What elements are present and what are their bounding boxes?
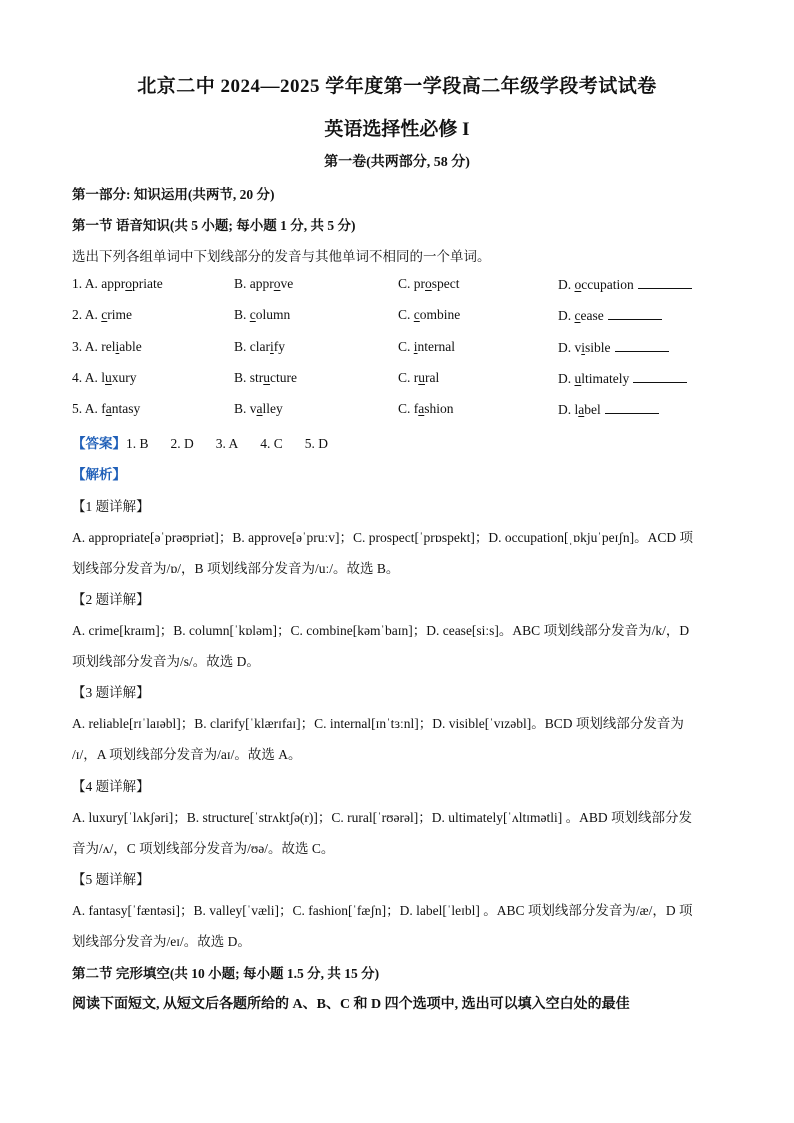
option-c bbox=[398, 370, 439, 386]
underlined-letter: i bbox=[270, 339, 274, 354]
underlined-letter: c bbox=[574, 308, 581, 323]
question-number: 5. bbox=[72, 401, 85, 416]
detail-text-line: /ɪ/，A 项划线部分发音为/aɪ/。故选 A。 bbox=[72, 747, 302, 762]
option-a bbox=[72, 401, 140, 417]
answer-blank[interactable] bbox=[638, 276, 692, 289]
option-text: B. clar bbox=[234, 339, 270, 354]
question-number: 4. bbox=[72, 370, 85, 385]
underlined-letter: a bbox=[578, 402, 585, 417]
detail-text-line: 划线部分发音为/eɪ/。故选 D。 bbox=[72, 934, 251, 949]
answer-blank[interactable] bbox=[605, 401, 659, 414]
option-text: olumn bbox=[255, 307, 291, 322]
option-text: priate bbox=[132, 276, 163, 291]
underlined-letter: c bbox=[249, 307, 256, 322]
option-d bbox=[558, 370, 687, 387]
answer-item: 2. D bbox=[170, 436, 194, 451]
option-text: ltimately bbox=[581, 371, 630, 386]
option-text: able bbox=[119, 339, 142, 354]
underlined-letter: u bbox=[263, 370, 271, 385]
option-text: ease bbox=[580, 308, 604, 323]
option-text: bel bbox=[584, 402, 601, 417]
option-a bbox=[72, 307, 132, 323]
option-b bbox=[234, 339, 285, 355]
option-text: ntasy bbox=[111, 401, 141, 416]
option-text: A. appr bbox=[84, 276, 126, 291]
section2-title: 第二节 完形填空(共 10 小题; 每小题 1.5 分, 共 15 分) bbox=[72, 966, 380, 981]
option-text: A. rel bbox=[84, 339, 116, 354]
option-d bbox=[558, 401, 659, 418]
answer-blank[interactable] bbox=[615, 339, 669, 352]
underlined-letter: o bbox=[273, 276, 281, 291]
underlined-letter: u bbox=[105, 370, 112, 385]
option-text: C. f bbox=[398, 401, 419, 416]
answer-item: 4. C bbox=[260, 436, 283, 451]
option-text: C. bbox=[398, 339, 414, 354]
underlined-letter: c bbox=[413, 307, 420, 322]
answer-line bbox=[72, 432, 350, 452]
detail-heading: 【2 题详解】 bbox=[72, 592, 150, 607]
answer-item: 5. D bbox=[304, 436, 329, 451]
option-text: spect bbox=[431, 276, 460, 291]
underlined-letter: i bbox=[115, 339, 120, 354]
option-text: C. pr bbox=[398, 276, 425, 291]
option-text: A. l bbox=[84, 370, 106, 385]
underlined-letter: a bbox=[418, 401, 425, 416]
option-text: A. bbox=[84, 307, 102, 322]
answer-items bbox=[126, 436, 350, 451]
option-d bbox=[558, 276, 692, 293]
option-text: fy bbox=[273, 339, 286, 354]
option-a bbox=[72, 339, 142, 355]
option-text: D. bbox=[558, 371, 575, 386]
option-text: B. str bbox=[234, 370, 264, 385]
detail-text-line: A. fantasy[ˈfæntəsi]；B. valley[ˈvæli]；C. fashion[ˈfæʃn]；D. label[ˈleɪbl] 。ABC 项划线部分发音为/æ/，D 项 bbox=[72, 903, 693, 918]
option-text: xury bbox=[111, 370, 137, 385]
option-text: D. l bbox=[558, 402, 579, 417]
section1-title: 第一部分: 知识运用(共两节, 20 分) bbox=[72, 187, 275, 202]
option-c bbox=[398, 307, 460, 323]
option-text: rime bbox=[107, 307, 133, 322]
question-number: 2. bbox=[72, 307, 85, 322]
answer-blank[interactable] bbox=[608, 307, 662, 320]
option-text: cture bbox=[270, 370, 297, 385]
detail-text-line: 划线部分发音为/ɒ/，B 项划线部分发音为/uː/。故选 B。 bbox=[72, 561, 400, 576]
underlined-letter: u bbox=[418, 370, 425, 385]
underlined-letter: u bbox=[574, 371, 582, 386]
detail-text-line: 项划线部分发音为/s/。故选 D。 bbox=[72, 654, 260, 669]
option-b bbox=[234, 276, 293, 292]
option-d bbox=[558, 339, 669, 356]
option-text: ombine bbox=[419, 307, 461, 322]
answer-blank[interactable] bbox=[633, 370, 687, 383]
answer-item: 1. B bbox=[126, 436, 149, 451]
option-c bbox=[398, 276, 460, 292]
option-c bbox=[398, 339, 455, 355]
option-text: shion bbox=[424, 401, 454, 416]
detail-heading: 【3 题详解】 bbox=[72, 685, 150, 700]
exam-subtitle: 英语选择性必修 I bbox=[324, 119, 470, 140]
option-text: C. bbox=[398, 307, 414, 322]
option-d bbox=[558, 307, 662, 324]
question-number: 3. bbox=[72, 339, 85, 354]
option-text: C. r bbox=[398, 370, 419, 385]
detail-text-line: A. appropriate[əˈprəʊpriət]；B. approve[əˈpruːv]；C. prospect[ˈprɒspekt]；D. occupation[ˌɒkjuˈpeɪʃn]。ACD 项 bbox=[72, 530, 693, 545]
detail-heading: 【4 题详解】 bbox=[72, 779, 150, 794]
answer-label: 【答案】 bbox=[72, 436, 126, 451]
option-b bbox=[234, 307, 290, 323]
option-text: sible bbox=[585, 340, 611, 355]
detail-text-line: 音为/ʌ/，C 项划线部分发音为/ʊə/。故选 C。 bbox=[72, 841, 335, 856]
option-text: lley bbox=[262, 401, 283, 416]
section2-instruction: 阅读下面短文, 从短文后各题所给的 A、B、C 和 D 四个选项中, 选出可以填入空白处的最佳 bbox=[72, 997, 630, 1012]
underlined-letter: o bbox=[425, 276, 432, 291]
question-row bbox=[72, 370, 732, 390]
option-b bbox=[234, 370, 297, 386]
answer-item: 3. A bbox=[215, 436, 239, 451]
underlined-letter: i bbox=[413, 339, 418, 354]
question-row bbox=[72, 307, 732, 327]
analysis-label bbox=[72, 463, 126, 483]
detail-heading: 【5 题详解】 bbox=[72, 872, 150, 887]
underlined-letter: i bbox=[581, 340, 586, 355]
underlined-letter: a bbox=[256, 401, 263, 416]
option-text: B. bbox=[234, 307, 250, 322]
option-c bbox=[398, 401, 454, 417]
option-text: ral bbox=[425, 370, 440, 385]
option-text: D. v bbox=[558, 340, 582, 355]
question-row bbox=[72, 339, 732, 359]
section1-subtitle: 第一节 语音知识(共 5 小题; 每小题 1 分, 共 5 分) bbox=[72, 218, 356, 233]
analysis-label-text: 【解析】 bbox=[72, 467, 126, 482]
option-text: B. v bbox=[234, 401, 257, 416]
detail-text-line: A. crime[kraɪm]；B. column[ˈkɒləm]；C. combine[kəmˈbaɪn]；D. cease[siːs]。ABC 项划线部分发音为/k/，D bbox=[72, 623, 690, 638]
underlined-letter: c bbox=[101, 307, 108, 322]
detail-text-line: A. reliable[rɪˈlaɪəbl]；B. clarify[ˈklærɪfaɪ]；C. internal[ɪnˈtɜːnl]；D. visible[ˈvɪzəbl]。BCD 项划线部分发音为 bbox=[72, 716, 684, 731]
option-text: ccupation bbox=[581, 277, 634, 292]
question-row bbox=[72, 401, 732, 421]
option-text: D. bbox=[558, 277, 575, 292]
option-text: B. appr bbox=[234, 276, 274, 291]
exam-title: 北京二中 2024—2025 学年度第一学段高二年级学段考试试卷 bbox=[137, 76, 657, 97]
option-text: nternal bbox=[417, 339, 456, 354]
volume-title: 第一卷(共两部分, 58 分) bbox=[324, 155, 470, 170]
option-text: A. f bbox=[84, 401, 106, 416]
question-number: 1. bbox=[72, 276, 85, 291]
detail-heading: 【1 题详解】 bbox=[72, 499, 150, 514]
underlined-letter: o bbox=[125, 276, 133, 291]
underlined-letter: o bbox=[574, 277, 582, 292]
detail-text-line: A. luxury[ˈlʌkʃəri]；B. structure[ˈstrʌktʃə(r)]；C. rural[ˈrʊərəl]；D. ultimately[ˈʌltɪmətli] 。ABD 项划线部分发 bbox=[72, 810, 692, 825]
option-b bbox=[234, 401, 283, 417]
option-text: ve bbox=[280, 276, 294, 291]
option-a bbox=[72, 370, 137, 386]
option-a bbox=[72, 276, 163, 292]
section1-instruction: 选出下列各组单词中下划线部分的发音与其他单词不相同的一个单词。 bbox=[72, 249, 491, 264]
underlined-letter: a bbox=[105, 401, 112, 416]
option-text: D. bbox=[558, 308, 575, 323]
question-row bbox=[72, 276, 732, 296]
